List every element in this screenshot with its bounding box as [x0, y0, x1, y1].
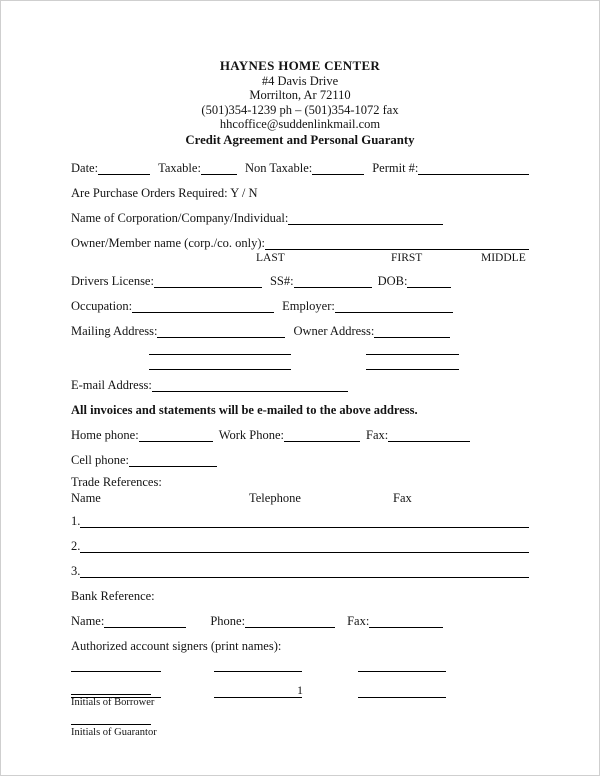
address-extra-line-row-2: [71, 358, 529, 370]
date-tax-permit-row: [71, 161, 529, 175]
invoice-notice-text: All invoices and statements will be e-mailed to the above address.: [71, 403, 418, 417]
company-name: HAYNES HOME CENTER: [219, 58, 381, 73]
bank-reference-row: [71, 589, 529, 603]
initials-guarantor-label: Initials of Guarantor: [71, 727, 157, 738]
bank-fax-label: Fax:: [347, 614, 370, 628]
trade-column-telephone: Telephone: [249, 491, 301, 505]
bank-reference-label: Bank Reference:: [71, 589, 155, 603]
company-phone-fax: (501)354-1239 ph – (501)354-1072 fax: [201, 102, 399, 117]
trade-reference-field-line-1: [80, 515, 529, 528]
owner-member-row: [71, 236, 529, 250]
drivers-license-label: Drivers License:: [71, 274, 154, 288]
owner-member-label: Owner/Member name (corp./co. only):: [71, 236, 266, 250]
name-order-last: LAST: [256, 252, 285, 264]
permit-field-line: [418, 162, 529, 175]
signer-field-line-1c: [358, 659, 446, 672]
email-row: [71, 378, 529, 392]
bank-details-row: [71, 614, 529, 628]
initials-guarantor-block: [71, 719, 157, 739]
dob-label: DOB:: [377, 274, 408, 288]
owner-address-field-line: [374, 325, 450, 338]
bank-fax-field-line: [369, 615, 443, 628]
name-order-row: [71, 252, 529, 265]
bank-name-label: Name:: [71, 614, 105, 628]
email-label: E-mail Address:: [71, 378, 152, 392]
purchase-orders-row: [71, 186, 529, 200]
trade-references-row: [71, 475, 529, 489]
signer-field-line-1a: [71, 659, 161, 672]
non-taxable-label: Non Taxable:: [244, 161, 313, 175]
address-extra-line-row-1: [71, 343, 529, 355]
company-address-line2: Morrilton, Ar 72110: [249, 88, 351, 102]
mailing-address-extra-line-2: [149, 357, 291, 370]
work-phone-label: Work Phone:: [218, 428, 285, 442]
corporation-field-line: [288, 212, 443, 225]
signer-line-row-1: [71, 660, 529, 672]
mailing-address-label: Mailing Address:: [71, 324, 158, 338]
trade-reference-line-2: [71, 539, 529, 553]
corporation-label: Name of Corporation/Company/Individual:: [71, 211, 289, 225]
form-title: Credit Agreement and Personal Guaranty: [185, 132, 415, 147]
email-field-line: [152, 379, 348, 392]
occupation-employer-row: [71, 299, 529, 313]
dob-field-line: [407, 275, 451, 288]
trade-columns-row: [71, 491, 529, 505]
bank-phone-label: Phone:: [210, 614, 246, 628]
bank-name-field-line: [104, 615, 186, 628]
name-order-first: FIRST: [391, 252, 423, 264]
trade-reference-number-2: 2.: [71, 539, 81, 553]
initials-guarantor-line: [71, 719, 151, 725]
bank-phone-field-line: [245, 615, 335, 628]
owner-member-field-line: [265, 237, 529, 250]
ssn-label: SS#:: [269, 274, 294, 288]
page-number: 1: [297, 683, 303, 697]
non-taxable-field-line: [312, 162, 364, 175]
home-phone-label: Home phone:: [71, 428, 139, 442]
trade-reference-number-1: 1.: [71, 514, 81, 528]
signer-field-line-1b: [214, 659, 302, 672]
phone-fax-row: [71, 428, 529, 442]
date-label: Date:: [71, 161, 99, 175]
permit-label: Permit #:: [372, 161, 419, 175]
taxable-field-line: [201, 162, 237, 175]
occupation-label: Occupation:: [71, 299, 133, 313]
mailing-address-extra-line-1: [149, 342, 291, 355]
occupation-field-line: [132, 300, 274, 313]
trade-reference-line-3: [71, 564, 529, 578]
trade-reference-field-line-2: [80, 540, 529, 553]
owner-address-extra-line-1: [366, 342, 459, 355]
trade-reference-number-3: 3.: [71, 564, 81, 578]
taxable-label: Taxable:: [158, 161, 201, 175]
work-phone-field-line: [284, 429, 360, 442]
trade-reference-line-1: [71, 514, 529, 528]
home-phone-field-line: [139, 429, 213, 442]
authorized-signers-row: [71, 639, 529, 653]
trade-column-name: Name: [71, 491, 101, 505]
trade-reference-field-line-3: [80, 565, 529, 578]
purchase-orders-question: Are Purchase Orders Required: Y / N: [71, 186, 258, 200]
initials-borrower-line: [71, 689, 151, 695]
cell-phone-row: [71, 453, 529, 467]
authorized-signers-label: Authorized account signers (print names):: [71, 639, 282, 653]
trade-column-fax: Fax: [393, 491, 412, 505]
mailing-owner-address-row: [71, 324, 529, 338]
fax-label: Fax:: [366, 428, 389, 442]
license-ssn-dob-row: [71, 274, 529, 288]
owner-address-extra-line-2: [366, 357, 459, 370]
cell-phone-label: Cell phone:: [71, 453, 129, 467]
initials-borrower-block: [71, 689, 154, 709]
company-address-line1: #4 Davis Drive: [261, 73, 339, 88]
name-order-middle: MIDDLE: [481, 252, 526, 264]
owner-address-label: Owner Address:: [293, 324, 375, 338]
employer-label: Employer:: [282, 299, 335, 313]
ssn-field-line: [294, 275, 372, 288]
drivers-license-field-line: [154, 275, 262, 288]
cell-phone-field-line: [129, 454, 217, 467]
invoice-notice-row: [71, 403, 529, 417]
initials-borrower-label: Initials of Borrower: [71, 697, 155, 708]
company-email: hhcoffice@suddenlinkmail.com: [219, 117, 381, 131]
trade-references-label: Trade References:: [71, 475, 162, 489]
date-field-line: [98, 162, 150, 175]
fax-field-line: [388, 429, 470, 442]
form-header: [71, 59, 529, 147]
mailing-address-field-line: [157, 325, 285, 338]
employer-field-line: [335, 300, 453, 313]
corporation-row: [71, 211, 529, 225]
